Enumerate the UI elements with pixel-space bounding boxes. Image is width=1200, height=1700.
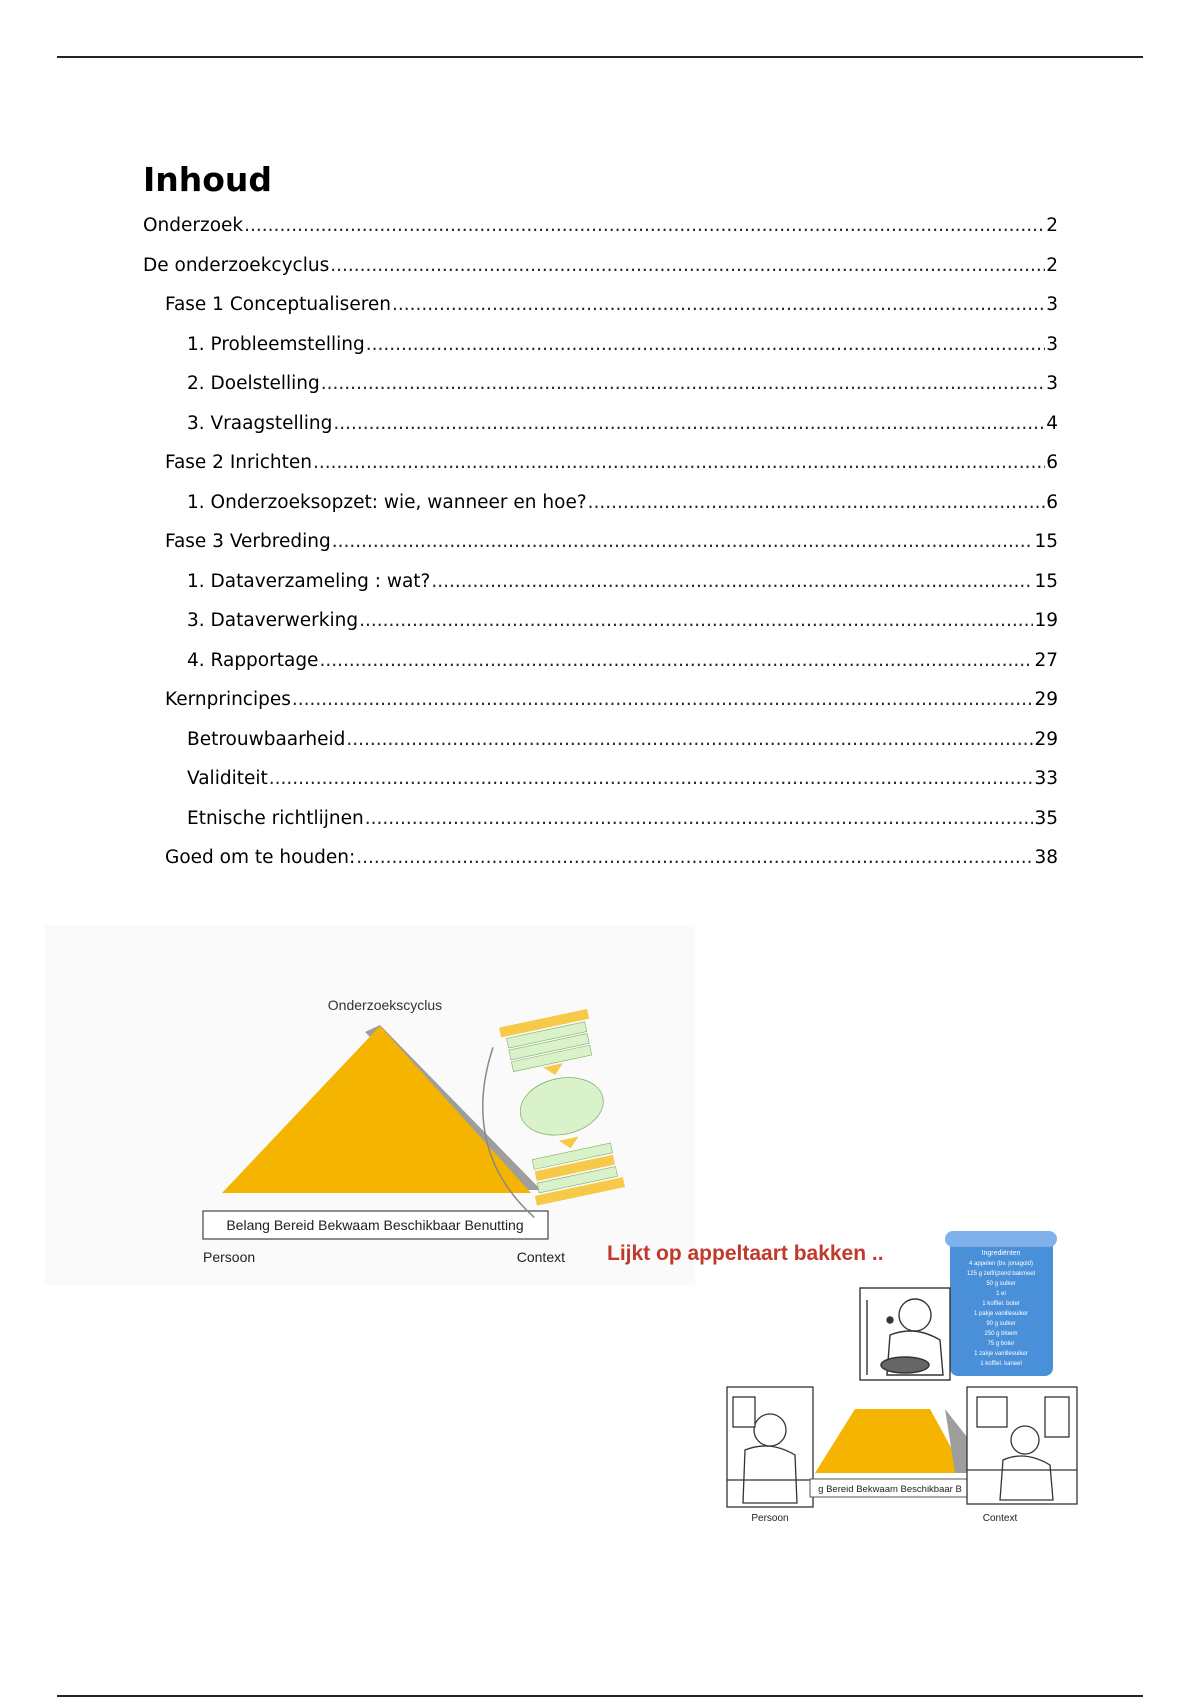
toc-page-number: 3 bbox=[1046, 294, 1058, 315]
toc-entry[interactable] bbox=[143, 215, 1058, 255]
recipe-title: Ingrediënten bbox=[981, 1250, 1021, 1257]
toc-entry-label: Betrouwbaarheid bbox=[187, 728, 346, 750]
toc-entry-label: De onderzoekcyclus bbox=[143, 254, 330, 276]
toc-leader-dots bbox=[365, 808, 1034, 829]
toc-page-number: 35 bbox=[1034, 807, 1058, 829]
recipe-line: 1 zakje vanillesuiker bbox=[974, 1351, 1028, 1357]
toc-entry-label: 3. Vraagstelling bbox=[187, 412, 333, 434]
recipe-line: 1 ei bbox=[996, 1291, 1006, 1297]
recipe-line: 1 pakje vanillesuiker bbox=[973, 1311, 1029, 1317]
toc-entry-label: Fase 2 Inrichten bbox=[165, 452, 313, 473]
header-rule bbox=[57, 56, 1143, 58]
toc-entry[interactable] bbox=[143, 571, 1058, 611]
toc-page-number: 6 bbox=[1046, 491, 1058, 513]
recipe-line: 1 koffiel. boter bbox=[982, 1301, 1020, 1307]
toc-page-number: 6 bbox=[1046, 452, 1058, 473]
toc-leader-dots bbox=[346, 729, 1033, 750]
research-cycle-figure bbox=[45, 925, 695, 1285]
toc-leader-dots bbox=[321, 373, 1045, 394]
recipe-scroll bbox=[945, 1231, 1057, 1376]
recipe-line: 4 appelen (bv. jonagold) bbox=[969, 1261, 1033, 1267]
figure2-title: Lijkt op appeltaart bakken .. bbox=[607, 1242, 884, 1265]
recipe-line: 75 g boter bbox=[987, 1341, 1015, 1347]
person-illustration bbox=[727, 1387, 813, 1507]
toc-page-number: 15 bbox=[1034, 570, 1058, 592]
toc-leader-dots bbox=[356, 847, 1033, 868]
recipe-line: 125 g zelfrijzend bakmeel bbox=[966, 1271, 1036, 1277]
toc-title: Inhoud bbox=[143, 160, 273, 199]
context-illustration bbox=[967, 1387, 1077, 1504]
toc-page-number: 2 bbox=[1046, 215, 1058, 236]
toc-entry-label: Fase 1 Conceptualiseren bbox=[165, 294, 392, 315]
toc-entry-label: 4. Rapportage bbox=[187, 649, 319, 671]
toc-entry[interactable] bbox=[143, 413, 1058, 453]
toc-entry[interactable] bbox=[143, 452, 1058, 492]
toc-entry[interactable] bbox=[143, 689, 1058, 729]
toc-page-number: 33 bbox=[1034, 768, 1058, 789]
table-of-contents bbox=[143, 215, 1058, 887]
toc-entry[interactable] bbox=[143, 373, 1058, 413]
toc-leader-dots bbox=[313, 452, 1045, 473]
toc-entry[interactable] bbox=[143, 847, 1058, 887]
figure2-left-label: Persoon bbox=[751, 1513, 789, 1524]
recipe-line: 90 g suiker bbox=[986, 1321, 1016, 1327]
toc-entry-label: 2. Doelstelling bbox=[187, 373, 320, 394]
toc-entry[interactable] bbox=[143, 531, 1058, 571]
toc-entry-label: Onderzoek bbox=[143, 215, 244, 236]
toc-entry-label: 3. Dataverwerking bbox=[187, 610, 359, 631]
toc-entry[interactable] bbox=[143, 255, 1058, 295]
toc-leader-dots bbox=[359, 610, 1033, 631]
toc-page-number: 2 bbox=[1046, 254, 1058, 276]
toc-entry-label: Validiteit bbox=[187, 768, 268, 789]
toc-page-number: 4 bbox=[1046, 412, 1058, 434]
figure2-right-label: Context bbox=[982, 1513, 1018, 1524]
apple-pie-figure bbox=[605, 1225, 1085, 1525]
toc-entry-label: Etnische richtlijnen bbox=[187, 807, 364, 829]
toc-entry[interactable] bbox=[143, 808, 1058, 848]
figure1-base-label: Belang Bereid Bekwaam Beschikbaar Benutting bbox=[226, 1217, 524, 1233]
toc-entry-label: Fase 3 Verbreding bbox=[165, 531, 331, 552]
toc-entry-label: Goed om te houden: bbox=[165, 847, 356, 868]
baker-illustration bbox=[860, 1288, 950, 1380]
figure2-base-label: g Bereid Bekwaam Beschikbaar B bbox=[818, 1484, 962, 1495]
toc-page-number: 3 bbox=[1046, 373, 1058, 394]
toc-entry[interactable] bbox=[143, 650, 1058, 690]
toc-entry[interactable] bbox=[143, 294, 1058, 334]
figure2-triangle bbox=[815, 1409, 965, 1473]
toc-entry-label: 1. Onderzoeksopzet: wie, wanneer en hoe? bbox=[187, 491, 587, 513]
toc-leader-dots bbox=[366, 334, 1046, 355]
toc-entry-label: 1. Dataverzameling : wat? bbox=[187, 570, 431, 592]
toc-leader-dots bbox=[431, 571, 1033, 592]
toc-page-number: 27 bbox=[1034, 649, 1058, 671]
figure1-title: Onderzoekscyclus bbox=[327, 997, 443, 1013]
figure1-left-label: Persoon bbox=[203, 1249, 256, 1265]
toc-leader-dots bbox=[588, 492, 1046, 513]
toc-page-number: 29 bbox=[1034, 689, 1058, 710]
toc-entry-label: 1. Probleemstelling bbox=[187, 333, 365, 355]
footer-rule bbox=[57, 1695, 1143, 1697]
toc-page-number: 3 bbox=[1046, 333, 1058, 355]
toc-leader-dots bbox=[332, 531, 1034, 552]
toc-entry[interactable] bbox=[143, 729, 1058, 769]
toc-leader-dots bbox=[392, 294, 1045, 315]
toc-leader-dots bbox=[333, 413, 1045, 434]
toc-leader-dots bbox=[244, 215, 1045, 236]
toc-leader-dots bbox=[292, 689, 1034, 710]
toc-page-number: 19 bbox=[1034, 610, 1058, 631]
toc-leader-dots bbox=[319, 650, 1033, 671]
toc-page-number: 15 bbox=[1034, 531, 1058, 552]
toc-entry-label: Kernprincipes bbox=[165, 689, 291, 710]
toc-entry[interactable] bbox=[143, 492, 1058, 532]
toc-page-number: 29 bbox=[1034, 728, 1058, 750]
figure1-right-label: Context bbox=[516, 1249, 565, 1265]
recipe-line: 250 g bloem bbox=[984, 1331, 1018, 1337]
toc-entry[interactable] bbox=[143, 768, 1058, 808]
toc-entry[interactable] bbox=[143, 334, 1058, 374]
recipe-line: 50 g suiker bbox=[986, 1281, 1016, 1287]
toc-page-number: 38 bbox=[1034, 847, 1058, 868]
toc-entry[interactable] bbox=[143, 610, 1058, 650]
toc-leader-dots bbox=[269, 768, 1034, 789]
recipe-line: 1 koffiel. kaneel bbox=[980, 1361, 1022, 1367]
toc-leader-dots bbox=[330, 255, 1045, 276]
